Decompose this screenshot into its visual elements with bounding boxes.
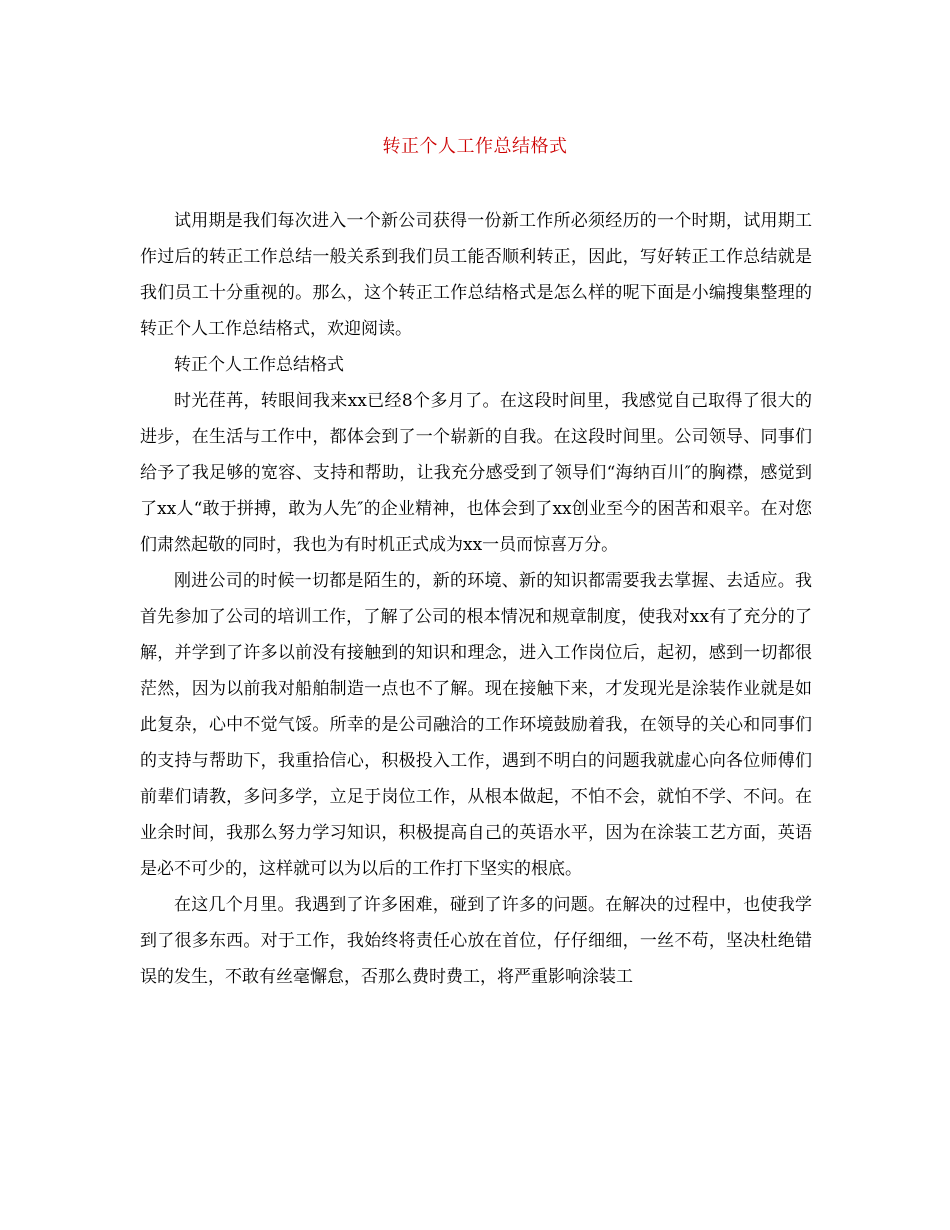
section-heading: 转正个人工作总结格式 <box>174 355 344 375</box>
document-body <box>140 203 812 995</box>
body-paragraph: 在这几个月里。我遇到了许多困难，碰到了许多的问题。在解决的过程中，也使我学到了很多东西。对于工作，我始终将责任心放在首位，仔仔细细，一丝不苟，坚决杜绝错误的发生，不敢有丝毫懈怠，否那么费时费工，将严重影响涂装工 <box>140 895 812 987</box>
document-title: 转正个人工作总结格式 <box>382 136 568 157</box>
body-paragraph: 刚进公司的时候一切都是陌生的，新的环境、新的知识都需要我去掌握、去适应。我首先参加了公司的培训工作，了解了公司的根本情况和规章制度，使我对xx有了充分的了解，并学到了许多以前没有接触到的知识和理念，进入工作岗位后，起初，感到一切都很茫然，因为以前我对船舶制造一点也不了解。现在接触下来，才发现光是涂装作业就是如此复杂，心中不觉气馁。所幸的是公司融洽的工作环境鼓励着我，在领导的关心和同事们的支持与帮助下，我重拾信心，积极投入工作，遇到不明白的问题我就虚心向各位师傅们前辈们请教，多问多学，立足于岗位工作，从根本做起，不怕不会，就怕不学、不问。在业余时间，我那么努力学习知识，积极提高自己的英语水平，因为在涂装工艺方面，英语是必不可少的，这样就可以为以后的工作打下坚实的根底。 <box>140 571 812 879</box>
intro-paragraph: 试用期是我们每次进入一个新公司获得一份新工作所必须经历的一个时期，试用期工作过后的转正工作总结一般关系到我们员工能否顺利转正，因此，写好转正工作总结就是我们员工十分重视的。那么，这个转正工作总结格式是怎么样的呢下面是小编搜集整理的转正个人工作总结格式，欢迎阅读。 <box>140 211 812 339</box>
body-paragraph: 时光荏苒，转眼间我来xx已经8个多月了。在这段时间里，我感觉自己取得了很大的进步，在生活与工作中，都体会到了一个崭新的自我。在这段时间里。公司领导、同事们给予了我足够的宽容、支持和帮助，让我充分感受到了领导们“海纳百川″的胸襟，感觉到了xx人“敢于拼搏，敢为人先″的企业精神，也体会到了xx创业至今的困苦和艰辛。在对您们肃然起敬的同时，我也为有时机正式成为xx一员而惊喜万分。 <box>140 391 812 555</box>
